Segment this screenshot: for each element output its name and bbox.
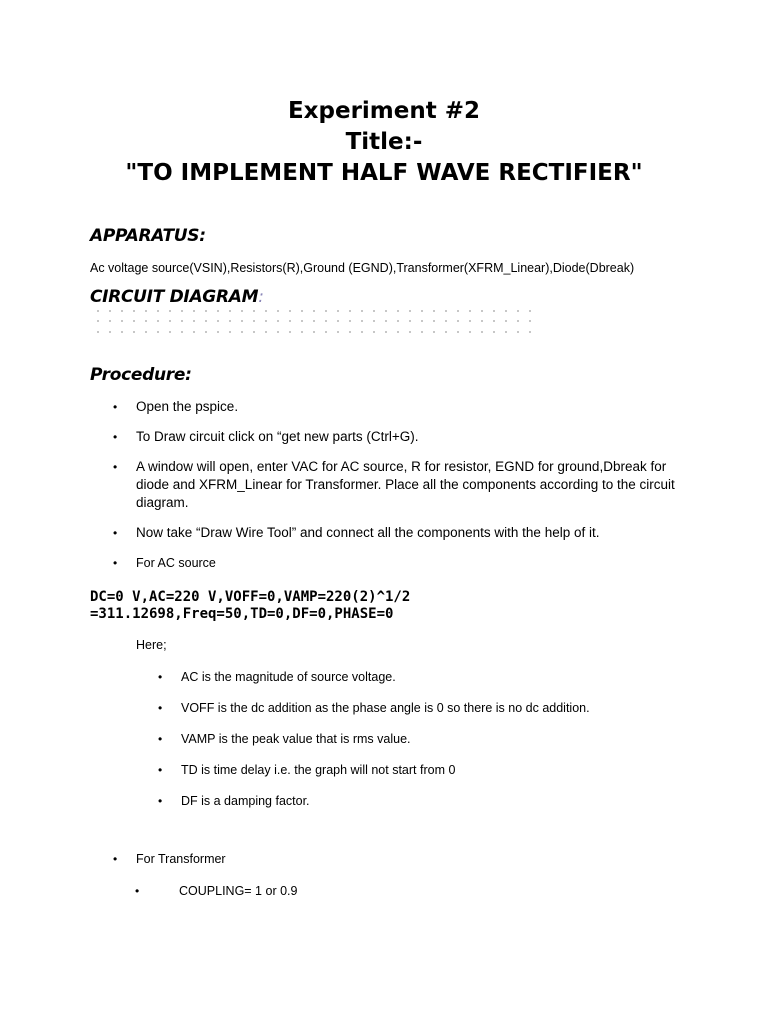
list-item (0, 699, 768, 717)
step-text: To Draw circuit click on “get new parts (Ctrl+G). (136, 429, 419, 444)
experiment-number: Experiment #2 (287, 98, 481, 124)
definition-text: VOFF is the dc addition as the phase angle is 0 so there is no dc addition. (181, 701, 590, 715)
dotted-separator (92, 331, 532, 333)
experiment-title: "TO IMPLEMENT HALF WAVE RECTIFIER" (125, 160, 643, 186)
params-line-2: =311.12698,Freq=50,TD=0,DF=0,PHASE=0 (90, 606, 394, 622)
bullet: • (135, 884, 140, 898)
list-item (0, 761, 768, 779)
circuit-diagram-heading (90, 287, 264, 307)
step-text: Now take “Draw Wire Tool” and connect all the components with the help of it. (136, 525, 600, 540)
definition-text: VAMP is the peak value that is rms value. (181, 732, 411, 746)
list-item (0, 398, 768, 416)
list-item (0, 428, 768, 446)
coupling-text: COUPLING= 1 or 0.9 (179, 884, 298, 898)
bullet: • (158, 763, 163, 777)
ac-source-parameters (90, 589, 410, 623)
list-item (0, 524, 768, 542)
bullet: • (158, 794, 163, 808)
list-item (0, 730, 768, 748)
bullet: • (113, 460, 118, 474)
parameter-definitions (0, 668, 768, 823)
params-line-1: DC=0 V,AC=220 V,VOFF=0,VAMP=220(2)^1/2 (90, 589, 411, 605)
bullet: • (113, 400, 118, 414)
definition-text: TD is time delay i.e. the graph will not start from 0 (181, 763, 456, 777)
circuit-diagram-label: CIRCUIT DIAGRAM (90, 287, 259, 307)
apparatus-heading: APPARATUS: (90, 226, 206, 246)
step-text: For AC source (136, 556, 216, 570)
transformer-label: For Transformer (136, 852, 226, 866)
here-label: Here; (136, 638, 167, 652)
bullet: • (113, 526, 118, 540)
apparatus-list: Ac voltage source(VSIN),Resistors(R),Ground (EGND),Transformer(XFRM_Linear),Diode(Dbreak) (90, 261, 635, 275)
bullet: • (113, 556, 118, 570)
bullet: • (113, 852, 118, 866)
step-text: A window will open, enter VAC for AC source, R for resistor, EGND for ground,Dbreak for diode and XFRM_Linear for Transformer. Place all the components according to the circuit diagram. (136, 459, 675, 510)
definition-text: AC is the magnitude of source voltage. (181, 670, 396, 684)
dotted-separator (92, 310, 532, 312)
bullet: • (158, 701, 163, 715)
title-block (0, 96, 768, 189)
title-label: Title:- (345, 129, 423, 155)
procedure-heading: Procedure: (90, 365, 192, 385)
circuit-diagram-colon: : (258, 287, 264, 307)
bullet: • (158, 670, 163, 684)
step-text: Open the pspice. (136, 399, 239, 414)
procedure-steps (0, 398, 768, 584)
list-item (0, 668, 768, 686)
bullet: • (113, 430, 118, 444)
list-item (0, 554, 768, 572)
definition-text: DF is a damping factor. (181, 794, 310, 808)
dotted-separator (92, 320, 532, 322)
list-item (0, 458, 768, 512)
bullet: • (158, 732, 163, 746)
list-item (0, 792, 768, 810)
